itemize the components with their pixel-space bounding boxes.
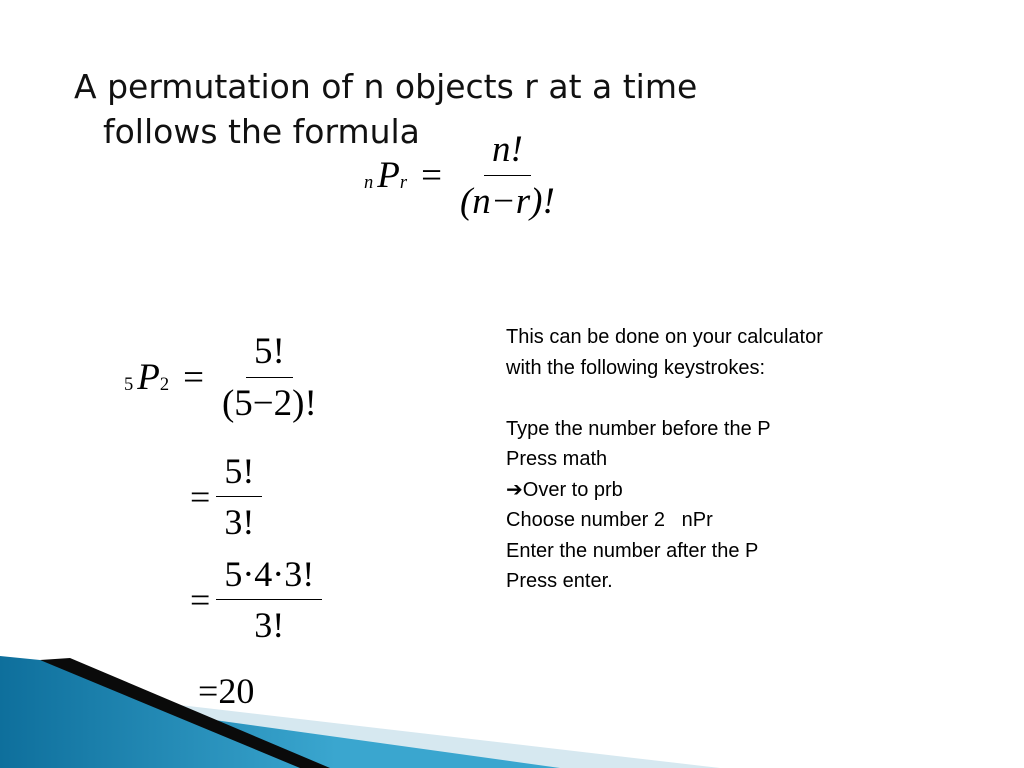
permutation-formula bbox=[364, 128, 563, 223]
example-n-subscript: 5 bbox=[124, 375, 134, 395]
example-step-3-numerator: 5·4·3! bbox=[216, 553, 322, 600]
formula-r-subscript: r bbox=[399, 173, 408, 193]
example-step-2-fraction bbox=[216, 450, 262, 543]
example-r-subscript: 2 bbox=[159, 375, 170, 395]
example-step-3-denominator: 3! bbox=[254, 605, 285, 645]
calculator-notes bbox=[506, 322, 976, 597]
note-line: Press enter. bbox=[506, 570, 613, 592]
note-line: with the following keystrokes: bbox=[506, 356, 766, 379]
example-result: 20 bbox=[218, 671, 255, 711]
note-line: Enter the number after the P bbox=[506, 539, 759, 562]
example-step-1-fraction bbox=[214, 330, 325, 425]
note-line bbox=[506, 383, 976, 414]
example-step-1-equals: = bbox=[183, 357, 204, 398]
example-step-2-numerator: 5! bbox=[216, 450, 262, 497]
example-step-3-equals: = bbox=[190, 579, 211, 620]
heading-line-1: A permutation of n objects r at a time bbox=[74, 67, 698, 106]
example-step-4-equals: = bbox=[198, 671, 219, 711]
example-step-1-numerator: 5! bbox=[246, 330, 293, 378]
formula-denominator: (n−r)! bbox=[459, 181, 555, 222]
formula-n-subscript: n bbox=[364, 173, 374, 193]
decorative-wave-graphic bbox=[0, 638, 720, 768]
example-step-2-equals: = bbox=[190, 476, 211, 517]
example-step-2-denominator: 3! bbox=[224, 502, 255, 542]
note-line: Press math bbox=[506, 448, 608, 470]
note-line: ➔Over to prb bbox=[506, 478, 623, 501]
note-line: Type the number before the P bbox=[506, 417, 771, 440]
formula-equals: = bbox=[421, 155, 442, 196]
note-line: Choose number 2 nPr bbox=[506, 509, 713, 531]
example-step-1-denominator: (5−2)! bbox=[221, 383, 317, 424]
example-step-3 bbox=[190, 553, 322, 646]
heading-line-2: follows the formula bbox=[103, 112, 420, 151]
formula-p-letter: P bbox=[377, 155, 400, 196]
formula-fraction bbox=[452, 128, 563, 223]
formula-numerator: n! bbox=[484, 128, 531, 176]
example-step-2 bbox=[190, 450, 262, 543]
example-step-1 bbox=[124, 330, 325, 425]
example-step-3-fraction bbox=[216, 553, 322, 646]
example-p-letter: P bbox=[137, 357, 160, 398]
note-line: This can be done on your calculator bbox=[506, 326, 823, 348]
